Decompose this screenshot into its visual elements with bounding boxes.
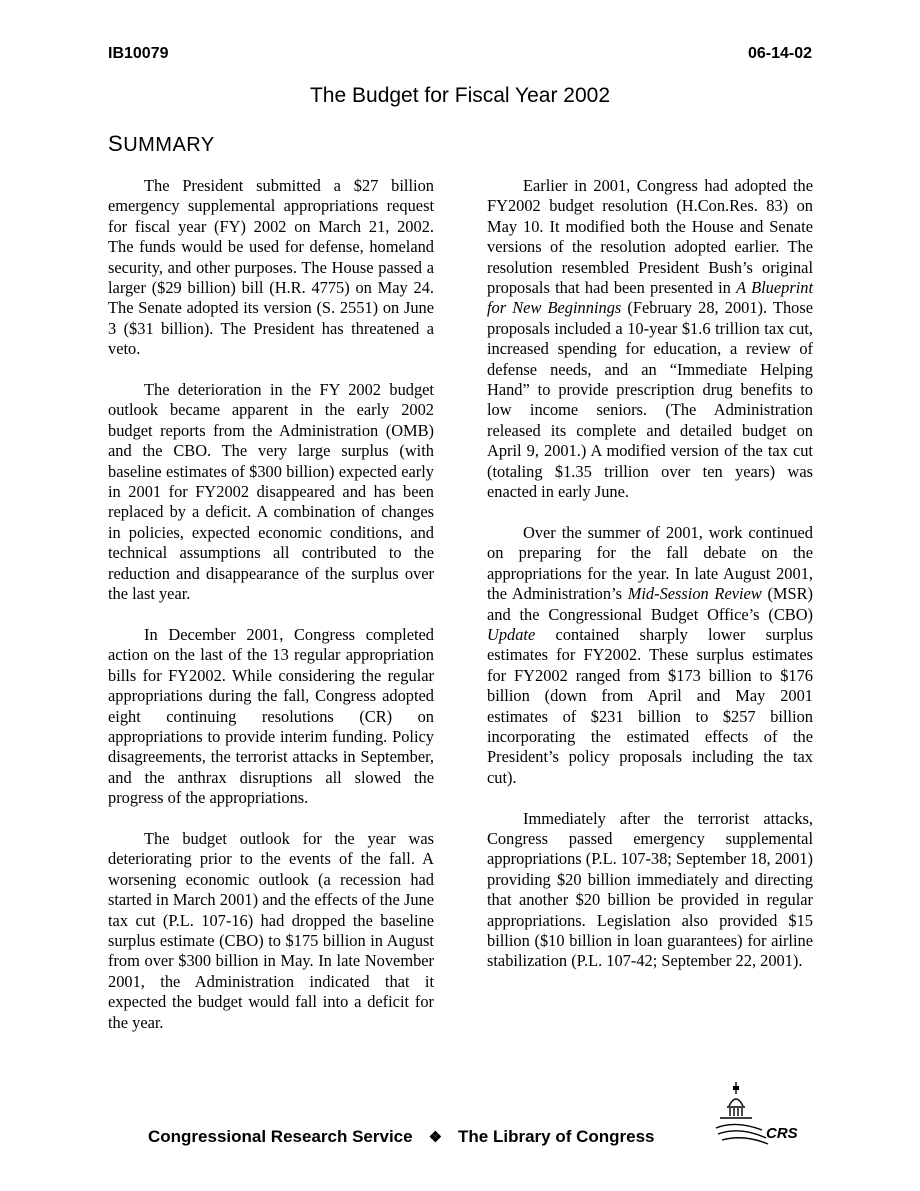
paragraph: [487, 176, 813, 503]
section-heading-initial: S: [108, 131, 124, 156]
left-column: [108, 176, 434, 1033]
text-run: (MSR) and the Congressional Budget Office’s (CBO): [487, 584, 813, 624]
footer-left: Congressional Research Service: [148, 1127, 413, 1146]
crs-capitol-logo-icon: [714, 1080, 806, 1146]
report-date: 06-14-02: [747, 45, 812, 62]
report-id: IB10079: [108, 45, 169, 62]
logo-text: CRS: [766, 1125, 798, 1142]
publication-title: Update: [487, 624, 536, 644]
text-run: Earlier in 2001, Congress had adopted the FY2002 budget resolution (H.Con.Res. 83) on May 10. It modified both the House and Senate versions of the resolution adopted earlier. The resolution resembled President Bush’s original proposals that had been presented in: [487, 176, 813, 298]
text-run: Over the summer of 2001, work continued on preparing for the fall debate on the appropriations for the year. In late August 2001, the Administration’s: [487, 522, 813, 604]
right-column: [487, 176, 813, 972]
paragraph: The budget outlook for the year was deteriorating prior to the events of the fall. A worsening economic outlook (a recession had started in March 2001) and the effects of the June tax cut (P.L. 107-16) had dropped the baseline surplus estimate (CBO) to $175 billion in August from over $300 billion in May. In late November 2001, the Administration indicated that it expected the budget would fall into a deficit for the year.: [108, 828, 434, 1032]
publication-title: Mid-Session Review: [627, 584, 762, 604]
text-run: (February 28, 2001). Those proposals included a 10-year $1.6 trillion tax cut, increased spending for education, a review of defense needs, and an “Immediate Helping Hand” to provide prescription drug benefits to low income seniors. (The Administration released its complete and detailed budget on April 9, 2001.) A modified version of the tax cut (totaling $1.35 trillion over ten years) was enacted in early June.: [487, 298, 813, 502]
paragraph: In December 2001, Congress completed action on the last of the 13 regular appropriation bills for FY2002. While considering the regular appropriations during the fall, Congress adopted eight continuing resolutions (CR) on appropriations to provide interim funding. Policy disagreements, the terrorist attacks in September, and the anthrax disruptions all slowed the progress of the appropriations.: [108, 624, 434, 808]
document-title: The Budget for Fiscal Year 2002: [309, 84, 611, 107]
paragraph: The President submitted a $27 billion emergency supplemental appropriations request for fiscal year (FY) 2002 on March 21, 2002. The funds would be used for defense, homeland security, and other purposes. The House passed a larger ($29 billion) bill (H.R. 4775) on May 24. The Senate adopted its version (S. 2551) on June 3 ($31 billion). The President has threatened a veto.: [108, 176, 434, 359]
section-heading-rest: UMMARY: [123, 134, 215, 156]
publication-title: A Blueprint for New Beginnings: [487, 278, 813, 318]
paragraph: [487, 523, 813, 788]
text-run: contained sharply lower surplus estimates for FY2002. These surplus estimates for FY2002 ranged from $173 billion to $176 billion (down from April and May 2001 estimates of $231 billion to $257 billion incorporating the estimated effects of the President’s policy proposals including the tax cut).: [487, 624, 813, 787]
footer: [148, 1127, 655, 1147]
section-heading: [108, 131, 215, 157]
separator-glyph: ❖: [428, 1129, 443, 1146]
paragraph: The deterioration in the FY 2002 budget outlook became apparent in the early 2002 budget reports from the Administration (OMB) and the CBO. The very large surplus (with baseline estimates of $300 billion) expected early in 2001 for FY2002 disappeared and has been replaced by a deficit. A combination of changes in policies, expected economic conditions, and technical assumptions all contributed to the reduction and disappearance of the surplus over the last year.: [108, 380, 434, 604]
paragraph: Immediately after the terrorist attacks, Congress passed emergency supplemental appropriations (P.L. 107-38; September 18, 2001) providing $20 billion immediately and directing that another $20 billion be provided in regular appropriations. Legislation also provided $15 billion ($10 billion in loan guarantees) for airline stabilization (P.L. 107-42; September 22, 2001).: [487, 808, 813, 971]
footer-right: The Library of Congress: [458, 1127, 655, 1146]
